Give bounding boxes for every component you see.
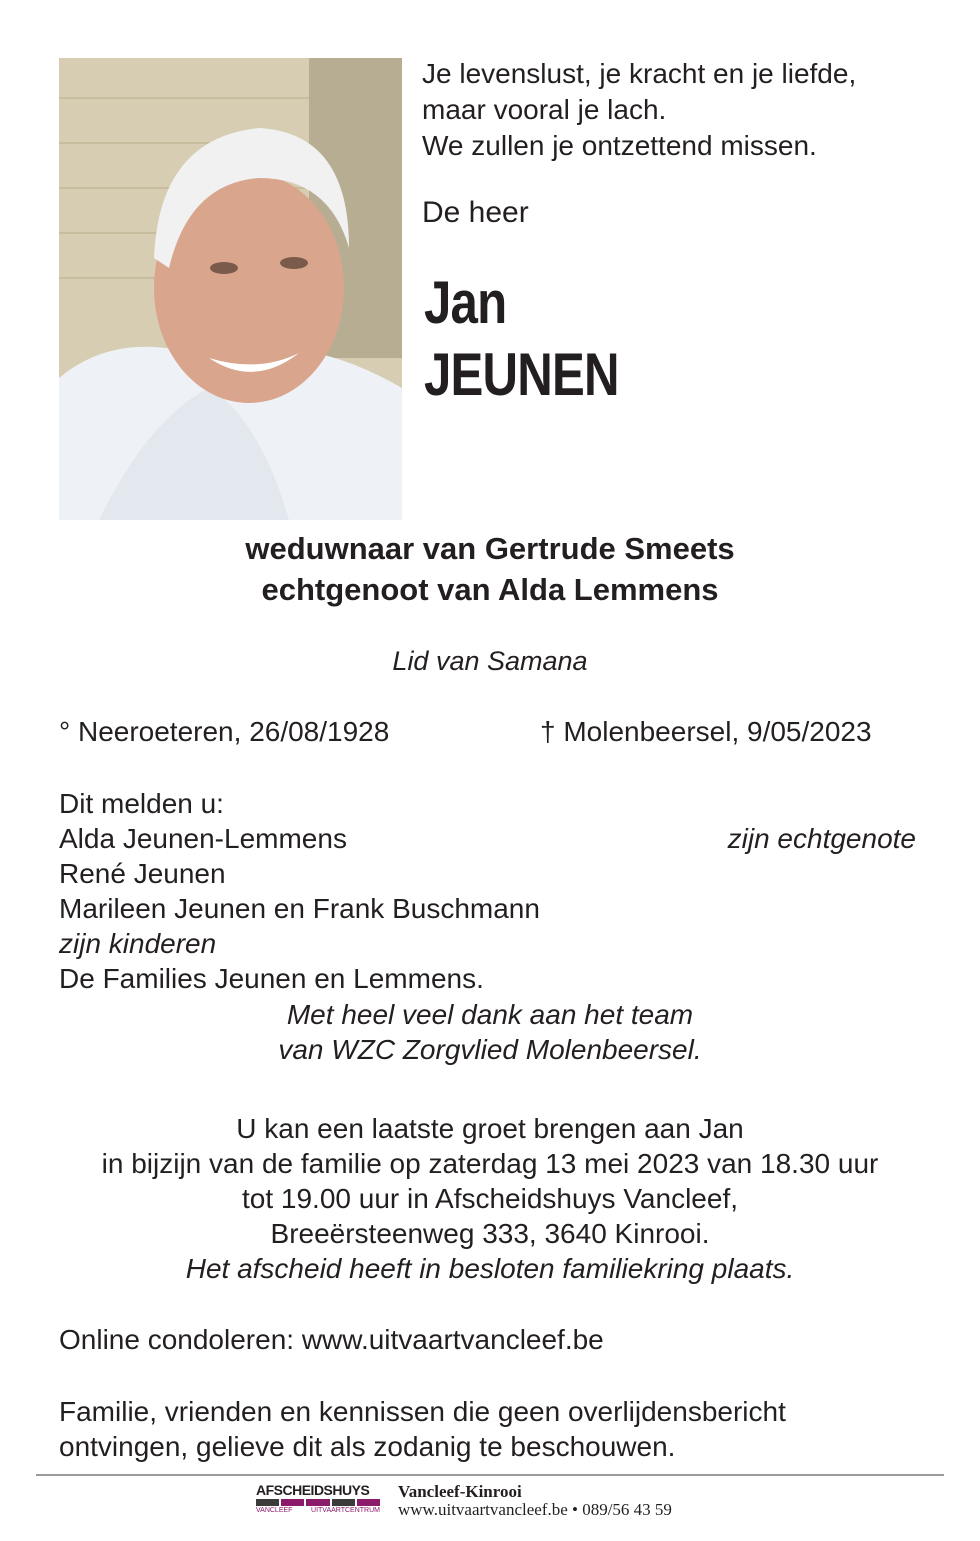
spouse-name: Alda Jeunen-Lemmens [59,823,347,854]
spouse-info [0,528,980,610]
notice-line: ontvingen, gelieve dit als zodanig te beschouwen. [59,1431,676,1462]
visitation-line: U kan een laatste groet brengen aan Jan [236,1113,744,1144]
visitation-line: in bijzijn van de familie op zaterdag 13 mei 2023 van 18.30 uur [101,1148,879,1179]
visitation [0,1111,980,1286]
last-name: JEUNEN [424,341,619,408]
logo-title: AFSCHEIDSHUYS [256,1482,370,1498]
visitation-line: Het afscheid heeft in besloten familiekring plaats. [185,1253,795,1284]
visitation-line: tot 19.00 uur in Afscheidshuys Vancleef, [241,1183,738,1214]
first-name: Jan [424,269,507,336]
title-prefix: De heer [422,196,529,229]
company-name: Vancleef-Kinrooi [398,1482,522,1501]
death-info: † Molenbeersel, 9/05/2023 [540,716,872,747]
thanks-line: van WZC Zorgvlied Molenbeersel. [278,1034,702,1065]
spouse-role: zijn echtgenote [727,823,916,854]
visitation-line: Breeërsteenweg 333, 3640 Kinrooi. [270,1218,710,1249]
funeral-home-logo [256,1482,380,1514]
thanks-line: Met heel veel dank aan het team [286,999,694,1030]
children-role: zijn kinderen [59,928,217,959]
thanks [0,997,980,1067]
quote [422,56,856,164]
child-name: René Jeunen [59,858,226,889]
logo-sub-left: VANCLEEF [256,1507,293,1514]
notice [59,1394,786,1464]
quote-line: Je levenslust, je kracht en je liefde, [422,58,857,89]
quote-line: maar vooral je lach. [422,94,667,125]
quote-line: We zullen je ontzettend missen. [422,130,817,161]
portrait-photo [59,58,402,520]
notice-line: Familie, vrienden en kennissen die geen overlijdensbericht [59,1396,786,1427]
announcement-intro: Dit melden u: [59,788,224,819]
birth-info: ° Neeroeteren, 26/08/1928 [59,716,390,747]
logo-bars [256,1499,380,1506]
spouse-line: echtgenoot van Alda Lemmens [261,572,719,607]
child-name: Marileen Jeunen en Frank Buschmann [59,893,540,924]
company-contact: www.uitvaartvancleef.be • 089/56 43 59 [398,1500,672,1519]
membership: Lid van Samana [392,646,588,676]
logo-subtitle [256,1507,380,1514]
online-condolence: Online condoleren: www.uitvaartvancleef.be [59,1324,604,1355]
spouse-line: weduwnaar van Gertrude Smeets [245,531,735,566]
footer-divider [36,1474,944,1476]
logo-sub-right: UITVAARTCENTRUM [311,1507,380,1514]
families: De Families Jeunen en Lemmens. [59,963,484,994]
